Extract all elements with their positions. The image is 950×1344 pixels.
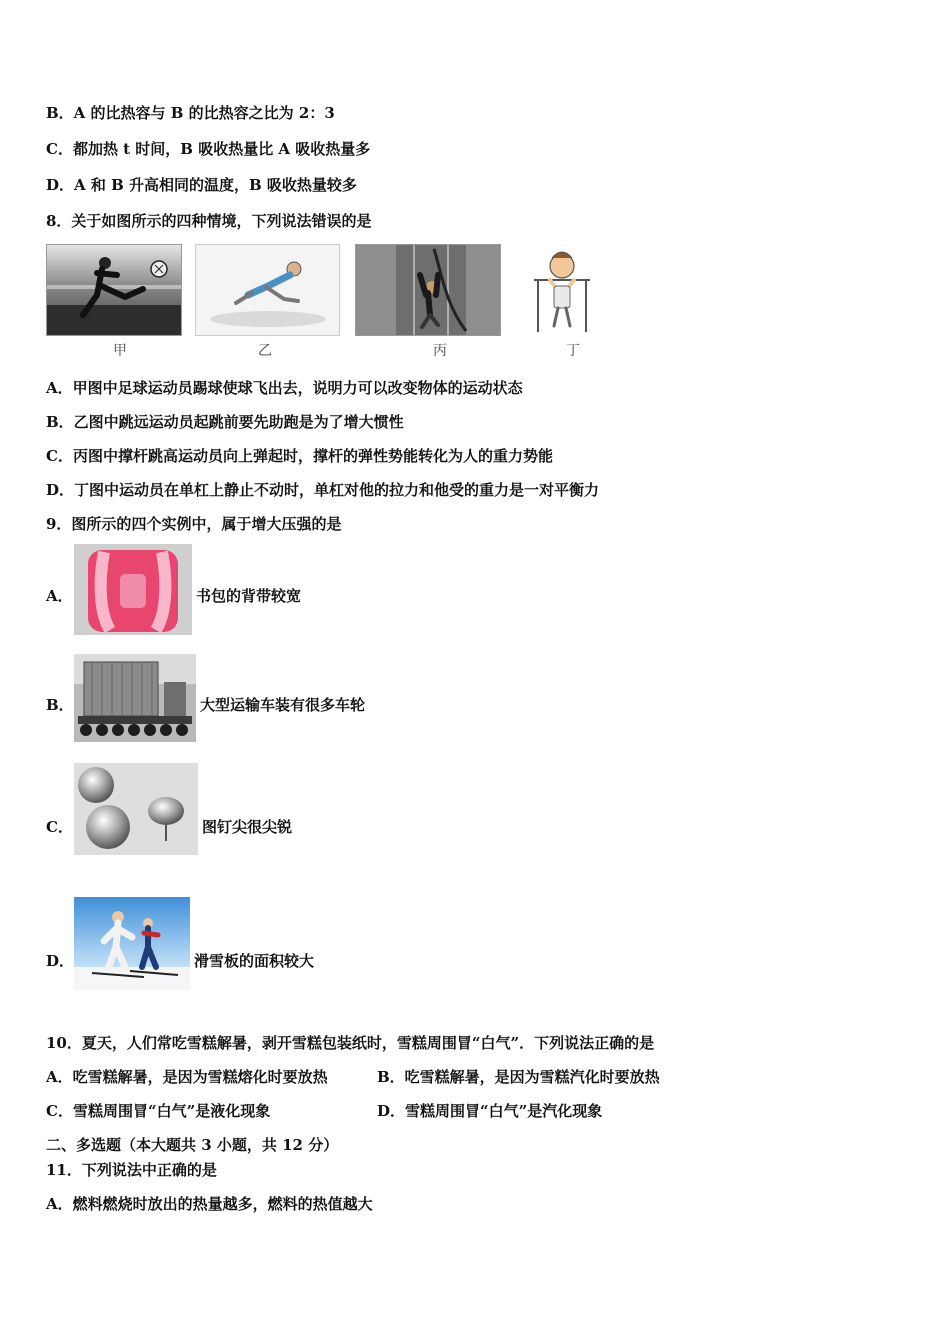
q7-option-b: B．A 的比热容与 B 的比热容之比为 2：3 <box>46 104 335 122</box>
caption-bing: 丙 <box>433 343 447 359</box>
q10-option-d: D．雪糕周围冒“白气”是汽化现象 <box>377 1102 603 1120</box>
caption-ding: 丁 <box>566 343 580 359</box>
q9-option-d-text: 滑雪板的面积较大 <box>194 952 315 970</box>
figure-long-jumper <box>195 244 340 336</box>
q10-stem: 10．夏天，人们常吃雪糕解暑，剥开雪糕包装纸时，雪糕周围冒“白气”．下列说法正确的是 <box>46 1034 655 1052</box>
q11-option-a: A．燃料燃烧时放出的热量越多，燃料的热值越大 <box>46 1195 373 1213</box>
figure-horizontal-bar <box>528 244 596 334</box>
q8-option-c: C．丙图中撑杆跳高运动员向上弹起时，撑杆的弹性势能转化为人的重力势能 <box>46 447 553 465</box>
q8-option-a: A．甲图中足球运动员踢球使球飞出去，说明力可以改变物体的运动状态 <box>46 379 523 397</box>
q8-stem: 8．关于如图所示的四种情境，下列说法错误的是 <box>46 212 372 230</box>
caption-yi: 乙 <box>258 343 272 359</box>
q10-option-a: A．吃雪糕解暑，是因为雪糕熔化时要放热 <box>46 1068 328 1086</box>
caption-jia: 甲 <box>113 343 127 359</box>
q7-option-c: C．都加热 t 时间，B 吸收热量比 A 吸收热量多 <box>46 140 371 158</box>
q10-option-c: C．雪糕周围冒“白气”是液化现象 <box>46 1102 271 1120</box>
figure-skiers <box>74 897 190 990</box>
q7-option-d: D．A 和 B 升高相同的温度，B 吸收热量较多 <box>46 176 357 194</box>
q9-option-d-letter: D． <box>46 952 75 970</box>
figure-transport-truck <box>74 654 196 742</box>
figure-soccer-player <box>46 244 182 336</box>
figure-thumbtacks <box>74 763 198 855</box>
q9-option-c-text: 图钉尖很尖锐 <box>202 818 293 836</box>
q9-option-b-text: 大型运输车装有很多车轮 <box>200 696 366 714</box>
section-title-multiple-choice: 二、多选题（本大题共 3 小题，共 12 分） <box>46 1136 339 1154</box>
q9-stem: 9．图所示的四个实例中，属于增大压强的是 <box>46 515 342 533</box>
q8-option-d: D．丁图中运动员在单杠上静止不动时，单杠对他的拉力和他受的重力是一对平衡力 <box>46 481 600 499</box>
q9-option-a-text: 书包的背带较宽 <box>196 587 302 605</box>
q8-option-b: B．乙图中跳远运动员起跳前要先助跑是为了增大惯性 <box>46 413 404 431</box>
q9-option-c-letter: C． <box>46 818 73 836</box>
q10-option-b: B．吃雪糕解暑，是因为雪糕汽化时要放热 <box>377 1068 660 1086</box>
q9-option-a-letter: A． <box>46 587 73 605</box>
q11-stem: 11．下列说法中正确的是 <box>46 1161 217 1179</box>
figure-pole-vaulter <box>355 244 501 336</box>
q9-option-b-letter: B． <box>46 696 74 714</box>
figure-backpack <box>74 544 192 635</box>
